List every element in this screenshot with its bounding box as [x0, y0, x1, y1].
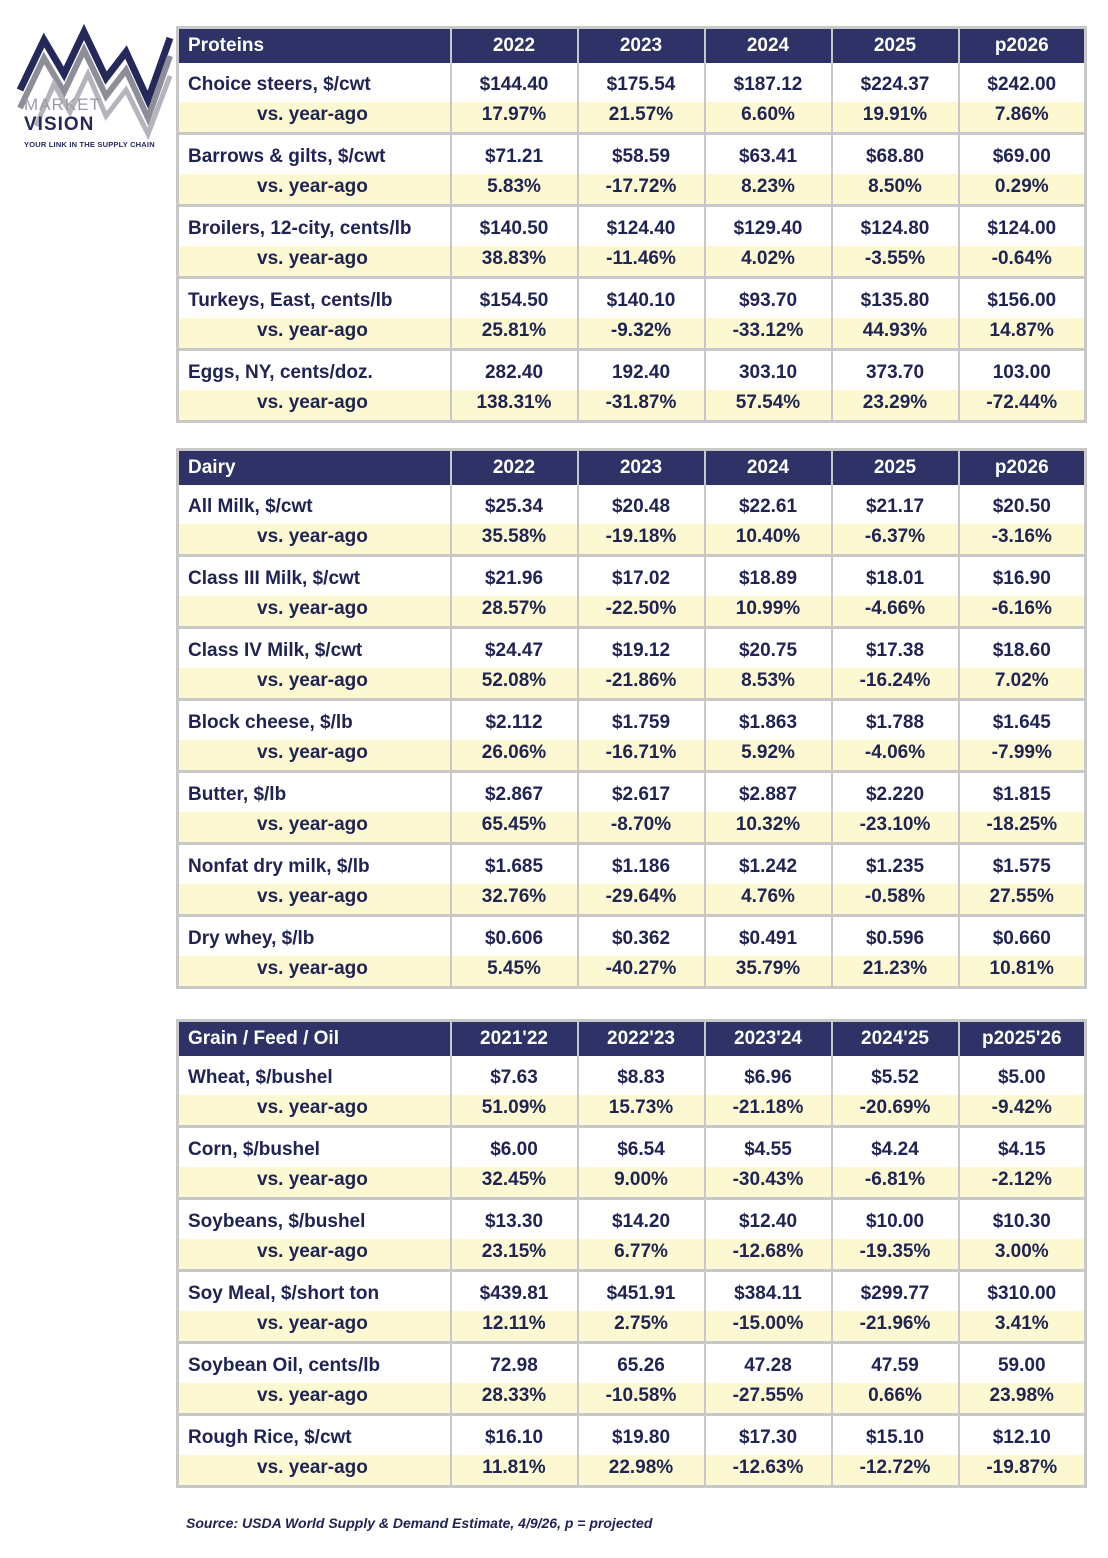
- yoy-cell: 3.00%: [959, 1239, 1086, 1271]
- table-row: [178, 134, 1086, 175]
- value-cell: $187.12: [705, 63, 832, 102]
- yoy-cell: 5.45%: [451, 956, 578, 988]
- yoy-cell: -6.37%: [832, 524, 959, 556]
- value-cell: $6.96: [705, 1056, 832, 1095]
- yoy-cell: -11.46%: [578, 246, 705, 278]
- table-row: [178, 772, 1086, 813]
- yoy-cell: -8.70%: [578, 812, 705, 844]
- table-row: [178, 628, 1086, 669]
- value-cell: $175.54: [578, 63, 705, 102]
- value-cell: $124.00: [959, 206, 1086, 247]
- column-header: 2024: [705, 450, 832, 486]
- value-cell: $140.10: [578, 278, 705, 319]
- table-row: [178, 1056, 1086, 1095]
- yoy-row: [178, 1383, 1086, 1415]
- yoy-cell: -9.32%: [578, 318, 705, 350]
- proteins-table: [176, 26, 1087, 423]
- value-cell: $21.96: [451, 556, 578, 597]
- logo-text-market: MARKET: [24, 95, 101, 114]
- logo-text-vision: VISION: [24, 114, 95, 135]
- yoy-cell: -19.35%: [832, 1239, 959, 1271]
- table-row: [178, 63, 1086, 102]
- row-label: Soybean Oil, cents/lb: [178, 1343, 451, 1384]
- yoy-cell: 26.06%: [451, 740, 578, 772]
- value-cell: $1.186: [578, 844, 705, 885]
- value-cell: $15.10: [832, 1415, 959, 1456]
- column-header: 2023'24: [705, 1021, 832, 1057]
- yoy-label: vs. year-ago: [178, 1383, 451, 1415]
- column-header: 2022'23: [578, 1021, 705, 1057]
- yoy-cell: 28.57%: [451, 596, 578, 628]
- yoy-cell: 21.57%: [578, 102, 705, 134]
- table-row: [178, 916, 1086, 957]
- yoy-cell: -27.55%: [705, 1383, 832, 1415]
- value-cell: $19.80: [578, 1415, 705, 1456]
- value-cell: $20.75: [705, 628, 832, 669]
- value-cell: $1.863: [705, 700, 832, 741]
- table-row: [178, 1127, 1086, 1168]
- yoy-label: vs. year-ago: [178, 884, 451, 916]
- table-row: [178, 278, 1086, 319]
- value-cell: $0.660: [959, 916, 1086, 957]
- yoy-cell: 38.83%: [451, 246, 578, 278]
- value-cell: $0.596: [832, 916, 959, 957]
- value-cell: $68.80: [832, 134, 959, 175]
- yoy-cell: -40.27%: [578, 956, 705, 988]
- value-cell: $63.41: [705, 134, 832, 175]
- yoy-row: [178, 1095, 1086, 1127]
- column-header: p2025'26: [959, 1021, 1086, 1057]
- yoy-cell: -4.06%: [832, 740, 959, 772]
- source-note: Source: USDA World Supply & Demand Estimate, 4/9/26, p = projected: [186, 1515, 653, 1531]
- yoy-cell: 65.45%: [451, 812, 578, 844]
- value-cell: $384.11: [705, 1271, 832, 1312]
- value-cell: $22.61: [705, 485, 832, 524]
- yoy-cell: 15.73%: [578, 1095, 705, 1127]
- yoy-cell: 51.09%: [451, 1095, 578, 1127]
- value-cell: $124.80: [832, 206, 959, 247]
- table-row: [178, 1271, 1086, 1312]
- value-cell: $4.15: [959, 1127, 1086, 1168]
- row-label: Soy Meal, $/short ton: [178, 1271, 451, 1312]
- yoy-cell: -21.86%: [578, 668, 705, 700]
- yoy-cell: -21.96%: [832, 1311, 959, 1343]
- value-cell: $14.20: [578, 1199, 705, 1240]
- table-header-row: [178, 1021, 1086, 1057]
- yoy-cell: -20.69%: [832, 1095, 959, 1127]
- value-cell: $6.00: [451, 1127, 578, 1168]
- yoy-cell: -6.81%: [832, 1167, 959, 1199]
- value-cell: $16.10: [451, 1415, 578, 1456]
- value-cell: $12.40: [705, 1199, 832, 1240]
- value-cell: $25.34: [451, 485, 578, 524]
- column-header: p2026: [959, 450, 1086, 486]
- yoy-cell: 25.81%: [451, 318, 578, 350]
- value-cell: $0.491: [705, 916, 832, 957]
- yoy-row: [178, 668, 1086, 700]
- yoy-cell: 23.98%: [959, 1383, 1086, 1415]
- row-label: Turkeys, East, cents/lb: [178, 278, 451, 319]
- dairy-table: [176, 448, 1087, 989]
- yoy-cell: 35.79%: [705, 956, 832, 988]
- row-label: Corn, $/bushel: [178, 1127, 451, 1168]
- value-cell: $10.00: [832, 1199, 959, 1240]
- yoy-cell: -33.12%: [705, 318, 832, 350]
- yoy-label: vs. year-ago: [178, 1311, 451, 1343]
- value-cell: $140.50: [451, 206, 578, 247]
- section-title: Proteins: [178, 28, 451, 64]
- yoy-cell: -15.00%: [705, 1311, 832, 1343]
- value-cell: $17.02: [578, 556, 705, 597]
- yoy-row: [178, 812, 1086, 844]
- yoy-row: [178, 1311, 1086, 1343]
- table-row: [178, 1343, 1086, 1384]
- value-cell: $6.54: [578, 1127, 705, 1168]
- yoy-cell: 21.23%: [832, 956, 959, 988]
- column-header: 2024: [705, 28, 832, 64]
- value-cell: $17.30: [705, 1415, 832, 1456]
- column-header: 2021'22: [451, 1021, 578, 1057]
- yoy-cell: 17.97%: [451, 102, 578, 134]
- yoy-cell: -9.42%: [959, 1095, 1086, 1127]
- yoy-label: vs. year-ago: [178, 956, 451, 988]
- yoy-row: [178, 1239, 1086, 1271]
- yoy-cell: -18.25%: [959, 812, 1086, 844]
- yoy-cell: -23.10%: [832, 812, 959, 844]
- yoy-cell: 35.58%: [451, 524, 578, 556]
- value-cell: $0.606: [451, 916, 578, 957]
- value-cell: $439.81: [451, 1271, 578, 1312]
- value-cell: $16.90: [959, 556, 1086, 597]
- yoy-label: vs. year-ago: [178, 1455, 451, 1487]
- row-label: Eggs, NY, cents/doz.: [178, 350, 451, 391]
- yoy-cell: 10.40%: [705, 524, 832, 556]
- yoy-row: [178, 1455, 1086, 1487]
- yoy-cell: 8.23%: [705, 174, 832, 206]
- yoy-cell: -6.16%: [959, 596, 1086, 628]
- row-label: Nonfat dry milk, $/lb: [178, 844, 451, 885]
- yoy-cell: 12.11%: [451, 1311, 578, 1343]
- yoy-row: [178, 390, 1086, 422]
- yoy-label: vs. year-ago: [178, 102, 451, 134]
- yoy-label: vs. year-ago: [178, 246, 451, 278]
- value-cell: $4.55: [705, 1127, 832, 1168]
- table-header-row: [178, 450, 1086, 486]
- value-cell: 303.10: [705, 350, 832, 391]
- value-cell: $2.220: [832, 772, 959, 813]
- table-row: [178, 350, 1086, 391]
- yoy-cell: -30.43%: [705, 1167, 832, 1199]
- value-cell: $10.30: [959, 1199, 1086, 1240]
- value-cell: $5.00: [959, 1056, 1086, 1095]
- yoy-row: [178, 884, 1086, 916]
- yoy-cell: -31.87%: [578, 390, 705, 422]
- yoy-cell: 2.75%: [578, 1311, 705, 1343]
- yoy-label: vs. year-ago: [178, 1239, 451, 1271]
- yoy-cell: -29.64%: [578, 884, 705, 916]
- yoy-cell: -21.18%: [705, 1095, 832, 1127]
- yoy-cell: -2.12%: [959, 1167, 1086, 1199]
- yoy-cell: 52.08%: [451, 668, 578, 700]
- value-cell: $58.59: [578, 134, 705, 175]
- yoy-cell: -16.24%: [832, 668, 959, 700]
- value-cell: $129.40: [705, 206, 832, 247]
- yoy-cell: 8.53%: [705, 668, 832, 700]
- value-cell: $135.80: [832, 278, 959, 319]
- yoy-cell: 7.86%: [959, 102, 1086, 134]
- yoy-row: [178, 596, 1086, 628]
- row-label: Broilers, 12-city, cents/lb: [178, 206, 451, 247]
- yoy-cell: 5.92%: [705, 740, 832, 772]
- value-cell: 103.00: [959, 350, 1086, 391]
- yoy-label: vs. year-ago: [178, 1095, 451, 1127]
- yoy-cell: 27.55%: [959, 884, 1086, 916]
- yoy-cell: -7.99%: [959, 740, 1086, 772]
- row-label: Class III Milk, $/cwt: [178, 556, 451, 597]
- value-cell: $2.617: [578, 772, 705, 813]
- value-cell: $20.50: [959, 485, 1086, 524]
- table-row: [178, 206, 1086, 247]
- table-row: [178, 556, 1086, 597]
- value-cell: $154.50: [451, 278, 578, 319]
- value-cell: $0.362: [578, 916, 705, 957]
- value-cell: $4.24: [832, 1127, 959, 1168]
- value-cell: $19.12: [578, 628, 705, 669]
- value-cell: $2.887: [705, 772, 832, 813]
- yoy-row: [178, 174, 1086, 206]
- yoy-label: vs. year-ago: [178, 1167, 451, 1199]
- yoy-cell: 0.66%: [832, 1383, 959, 1415]
- yoy-row: [178, 246, 1086, 278]
- yoy-cell: -19.18%: [578, 524, 705, 556]
- value-cell: 59.00: [959, 1343, 1086, 1384]
- row-label: All Milk, $/cwt: [178, 485, 451, 524]
- yoy-label: vs. year-ago: [178, 740, 451, 772]
- yoy-cell: 9.00%: [578, 1167, 705, 1199]
- yoy-row: [178, 102, 1086, 134]
- value-cell: $1.788: [832, 700, 959, 741]
- value-cell: 192.40: [578, 350, 705, 391]
- value-cell: $224.37: [832, 63, 959, 102]
- yoy-cell: 11.81%: [451, 1455, 578, 1487]
- yoy-row: [178, 956, 1086, 988]
- table-header-row: [178, 28, 1086, 64]
- value-cell: $1.575: [959, 844, 1086, 885]
- column-header: 2023: [578, 28, 705, 64]
- table-row: [178, 1199, 1086, 1240]
- value-cell: $1.645: [959, 700, 1086, 741]
- section-title: Dairy: [178, 450, 451, 486]
- yoy-cell: 44.93%: [832, 318, 959, 350]
- yoy-label: vs. year-ago: [178, 812, 451, 844]
- value-cell: 282.40: [451, 350, 578, 391]
- yoy-row: [178, 740, 1086, 772]
- yoy-cell: 3.41%: [959, 1311, 1086, 1343]
- yoy-cell: 10.81%: [959, 956, 1086, 988]
- yoy-cell: -12.72%: [832, 1455, 959, 1487]
- value-cell: $451.91: [578, 1271, 705, 1312]
- value-cell: $69.00: [959, 134, 1086, 175]
- value-cell: $124.40: [578, 206, 705, 247]
- yoy-cell: -16.71%: [578, 740, 705, 772]
- value-cell: $18.89: [705, 556, 832, 597]
- yoy-cell: 138.31%: [451, 390, 578, 422]
- yoy-row: [178, 524, 1086, 556]
- value-cell: 72.98: [451, 1343, 578, 1384]
- section-title: Grain / Feed / Oil: [178, 1021, 451, 1057]
- table-row: [178, 844, 1086, 885]
- row-label: Block cheese, $/lb: [178, 700, 451, 741]
- value-cell: $18.01: [832, 556, 959, 597]
- column-header: 2025: [832, 28, 959, 64]
- column-header: 2022: [451, 450, 578, 486]
- yoy-label: vs. year-ago: [178, 524, 451, 556]
- yoy-cell: 4.76%: [705, 884, 832, 916]
- yoy-cell: 6.60%: [705, 102, 832, 134]
- yoy-cell: -12.68%: [705, 1239, 832, 1271]
- value-cell: 47.28: [705, 1343, 832, 1384]
- value-cell: $21.17: [832, 485, 959, 524]
- value-cell: $242.00: [959, 63, 1086, 102]
- row-label: Dry whey, $/lb: [178, 916, 451, 957]
- value-cell: 373.70: [832, 350, 959, 391]
- value-cell: $5.52: [832, 1056, 959, 1095]
- logo-tagline: YOUR LINK IN THE SUPPLY CHAIN: [24, 140, 155, 149]
- row-label: Rough Rice, $/cwt: [178, 1415, 451, 1456]
- yoy-cell: 19.91%: [832, 102, 959, 134]
- value-cell: $8.83: [578, 1056, 705, 1095]
- yoy-cell: 28.33%: [451, 1383, 578, 1415]
- yoy-cell: -3.16%: [959, 524, 1086, 556]
- value-cell: $299.77: [832, 1271, 959, 1312]
- yoy-cell: 8.50%: [832, 174, 959, 206]
- value-cell: $1.685: [451, 844, 578, 885]
- column-header: 2024'25: [832, 1021, 959, 1057]
- yoy-cell: -12.63%: [705, 1455, 832, 1487]
- column-header: p2026: [959, 28, 1086, 64]
- yoy-cell: 32.45%: [451, 1167, 578, 1199]
- value-cell: $1.759: [578, 700, 705, 741]
- value-cell: $7.63: [451, 1056, 578, 1095]
- row-label: Wheat, $/bushel: [178, 1056, 451, 1095]
- column-header: 2022: [451, 28, 578, 64]
- value-cell: $12.10: [959, 1415, 1086, 1456]
- yoy-cell: 6.77%: [578, 1239, 705, 1271]
- grain-feed-oil-table: [176, 1019, 1087, 1488]
- column-header: 2025: [832, 450, 959, 486]
- table-row: [178, 700, 1086, 741]
- yoy-cell: -17.72%: [578, 174, 705, 206]
- value-cell: $2.867: [451, 772, 578, 813]
- value-cell: $24.47: [451, 628, 578, 669]
- yoy-cell: 4.02%: [705, 246, 832, 278]
- value-cell: $93.70: [705, 278, 832, 319]
- value-cell: $18.60: [959, 628, 1086, 669]
- value-cell: $2.112: [451, 700, 578, 741]
- table-row: [178, 1415, 1086, 1456]
- yoy-cell: 10.32%: [705, 812, 832, 844]
- value-cell: $310.00: [959, 1271, 1086, 1312]
- value-cell: $17.38: [832, 628, 959, 669]
- yoy-cell: 22.98%: [578, 1455, 705, 1487]
- yoy-cell: 0.29%: [959, 174, 1086, 206]
- yoy-cell: -4.66%: [832, 596, 959, 628]
- yoy-cell: 10.99%: [705, 596, 832, 628]
- yoy-cell: -0.58%: [832, 884, 959, 916]
- yoy-row: [178, 318, 1086, 350]
- value-cell: $13.30: [451, 1199, 578, 1240]
- row-label: Class IV Milk, $/cwt: [178, 628, 451, 669]
- yoy-cell: 5.83%: [451, 174, 578, 206]
- row-label: Barrows & gilts, $/cwt: [178, 134, 451, 175]
- column-header: 2023: [578, 450, 705, 486]
- yoy-cell: -10.58%: [578, 1383, 705, 1415]
- value-cell: $144.40: [451, 63, 578, 102]
- value-cell: $1.235: [832, 844, 959, 885]
- yoy-cell: 32.76%: [451, 884, 578, 916]
- yoy-label: vs. year-ago: [178, 668, 451, 700]
- yoy-label: vs. year-ago: [178, 174, 451, 206]
- yoy-cell: -72.44%: [959, 390, 1086, 422]
- row-label: Choice steers, $/cwt: [178, 63, 451, 102]
- yoy-cell: 14.87%: [959, 318, 1086, 350]
- yoy-cell: -0.64%: [959, 246, 1086, 278]
- value-cell: $1.815: [959, 772, 1086, 813]
- row-label: Butter, $/lb: [178, 772, 451, 813]
- yoy-label: vs. year-ago: [178, 596, 451, 628]
- value-cell: $20.48: [578, 485, 705, 524]
- value-cell: 47.59: [832, 1343, 959, 1384]
- yoy-cell: -19.87%: [959, 1455, 1086, 1487]
- yoy-cell: 23.15%: [451, 1239, 578, 1271]
- yoy-cell: -3.55%: [832, 246, 959, 278]
- yoy-label: vs. year-ago: [178, 390, 451, 422]
- value-cell: $1.242: [705, 844, 832, 885]
- value-cell: $156.00: [959, 278, 1086, 319]
- value-cell: $71.21: [451, 134, 578, 175]
- yoy-cell: 57.54%: [705, 390, 832, 422]
- yoy-cell: 23.29%: [832, 390, 959, 422]
- row-label: Soybeans, $/bushel: [178, 1199, 451, 1240]
- yoy-cell: 7.02%: [959, 668, 1086, 700]
- value-cell: 65.26: [578, 1343, 705, 1384]
- yoy-row: [178, 1167, 1086, 1199]
- yoy-cell: -22.50%: [578, 596, 705, 628]
- yoy-label: vs. year-ago: [178, 318, 451, 350]
- table-row: [178, 485, 1086, 524]
